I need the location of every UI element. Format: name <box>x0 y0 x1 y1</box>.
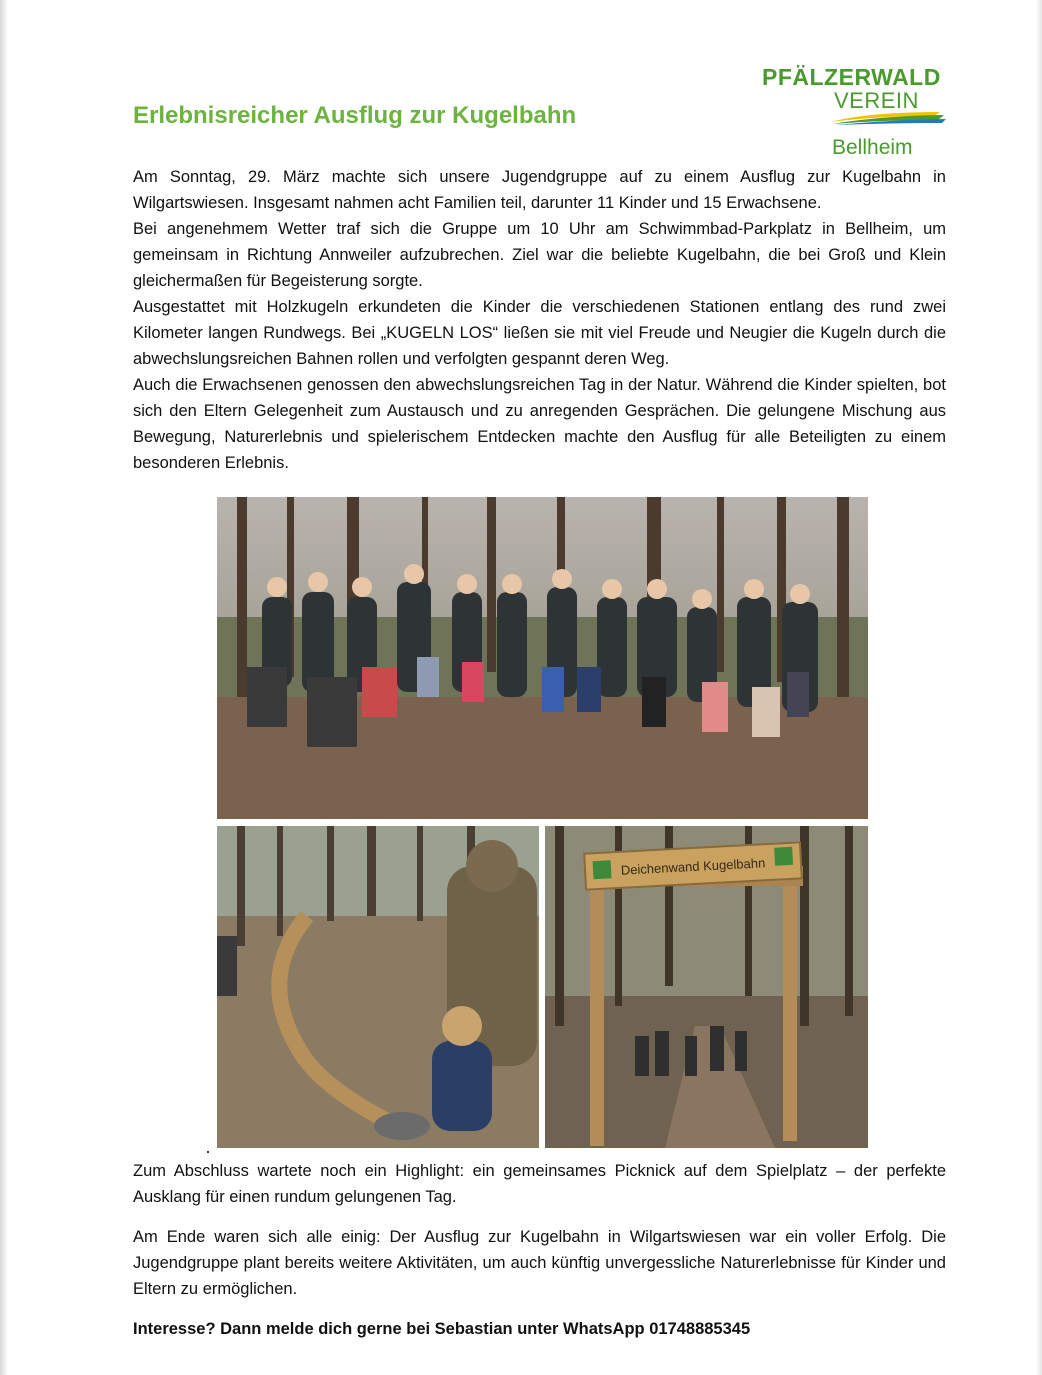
page-edge-shadow-right <box>1036 0 1042 1375</box>
logo-text-line2: VEREIN <box>834 88 919 113</box>
intro-paragraph: Auch die Erwachsenen genossen den abwechslungsreichen Tag in der Natur. Während die Kinder spielten, bot sich den Eltern Gelegenheit zum Austausch und zu anregenden Gesprächen. Die gelungene Mischung aus Bewegung, Naturerlebnis und spielerischem Entdecken machte den Ausflug für alle Beteiligten zu einem besonderen Erlebnis. <box>133 376 946 472</box>
intro-paragraph: Bei angenehmem Wetter traf sich die Gruppe um 10 Uhr am Schwimmbad-Parkplatz in Bellheim, um gemeinsam in Richtung Annweiler aufzubrechen. Ziel war die beliebte Kugelbahn, die bei Groß und Klein gleichermaßen für Begeisterung sorgte. <box>133 220 946 290</box>
stray-mark <box>207 1151 209 1153</box>
article-outro-1 <box>133 1158 946 1210</box>
logo-town: Bellheim <box>832 136 913 159</box>
sign-text: Deichenwand Kugelbahn <box>620 855 766 878</box>
outro-paragraph: Am Ende waren sich alle einig: Der Ausflug zur Kugelbahn in Wilgartswiesen war ein voller Erfolg. Die Jugendgruppe plant bereits weitere Aktivitäten, um auch künftig unvergessliche Naturerlebnisse für Kinder und Eltern zu ermöglichen. <box>133 1228 946 1298</box>
logo-swoosh-icon <box>828 110 948 126</box>
page-edge-shadow <box>0 0 8 1375</box>
contact-line: Interesse? Dann melde dich gerne bei Sebastian unter WhatsApp 01748885345 <box>133 1320 751 1338</box>
group-photo <box>217 497 868 819</box>
ball-track-photo <box>217 826 539 1148</box>
article-intro <box>133 164 946 476</box>
pfaelzerwald-verein-logo <box>748 64 948 164</box>
article-title: Erlebnisreicher Ausflug zur Kugelbahn <box>133 102 577 129</box>
entrance-sign-photo <box>545 826 868 1148</box>
intro-paragraph: Am Sonntag, 29. März machte sich unsere Jugendgruppe auf zu einem Ausflug zur Kugelbahn in Wilgartswiesen. Insgesamt nahmen acht Familien teil, darunter 11 Kinder und 15 Erwachsene. <box>133 168 946 212</box>
article-outro-2 <box>133 1224 946 1302</box>
outro-paragraph: Zum Abschluss wartete noch ein Highlight: ein gemeinsames Picknick auf dem Spielplatz – der perfekte Ausklang für einen rundum gelungenen Tag. <box>133 1162 946 1206</box>
intro-paragraph: Ausgestattet mit Holzkugeln erkundeten die Kinder die verschiedenen Stationen entlang des rund zwei Kilometer langen Rundwegs. Bei „KUGELN LOS“ ließen sie mit viel Freude und Neugier die Kugeln durch die abwechslungsreichen Bahnen rollen und verfolgten gespannt deren Weg. <box>133 298 946 368</box>
logo-text-line1: PFÄLZERWALD <box>762 64 941 90</box>
